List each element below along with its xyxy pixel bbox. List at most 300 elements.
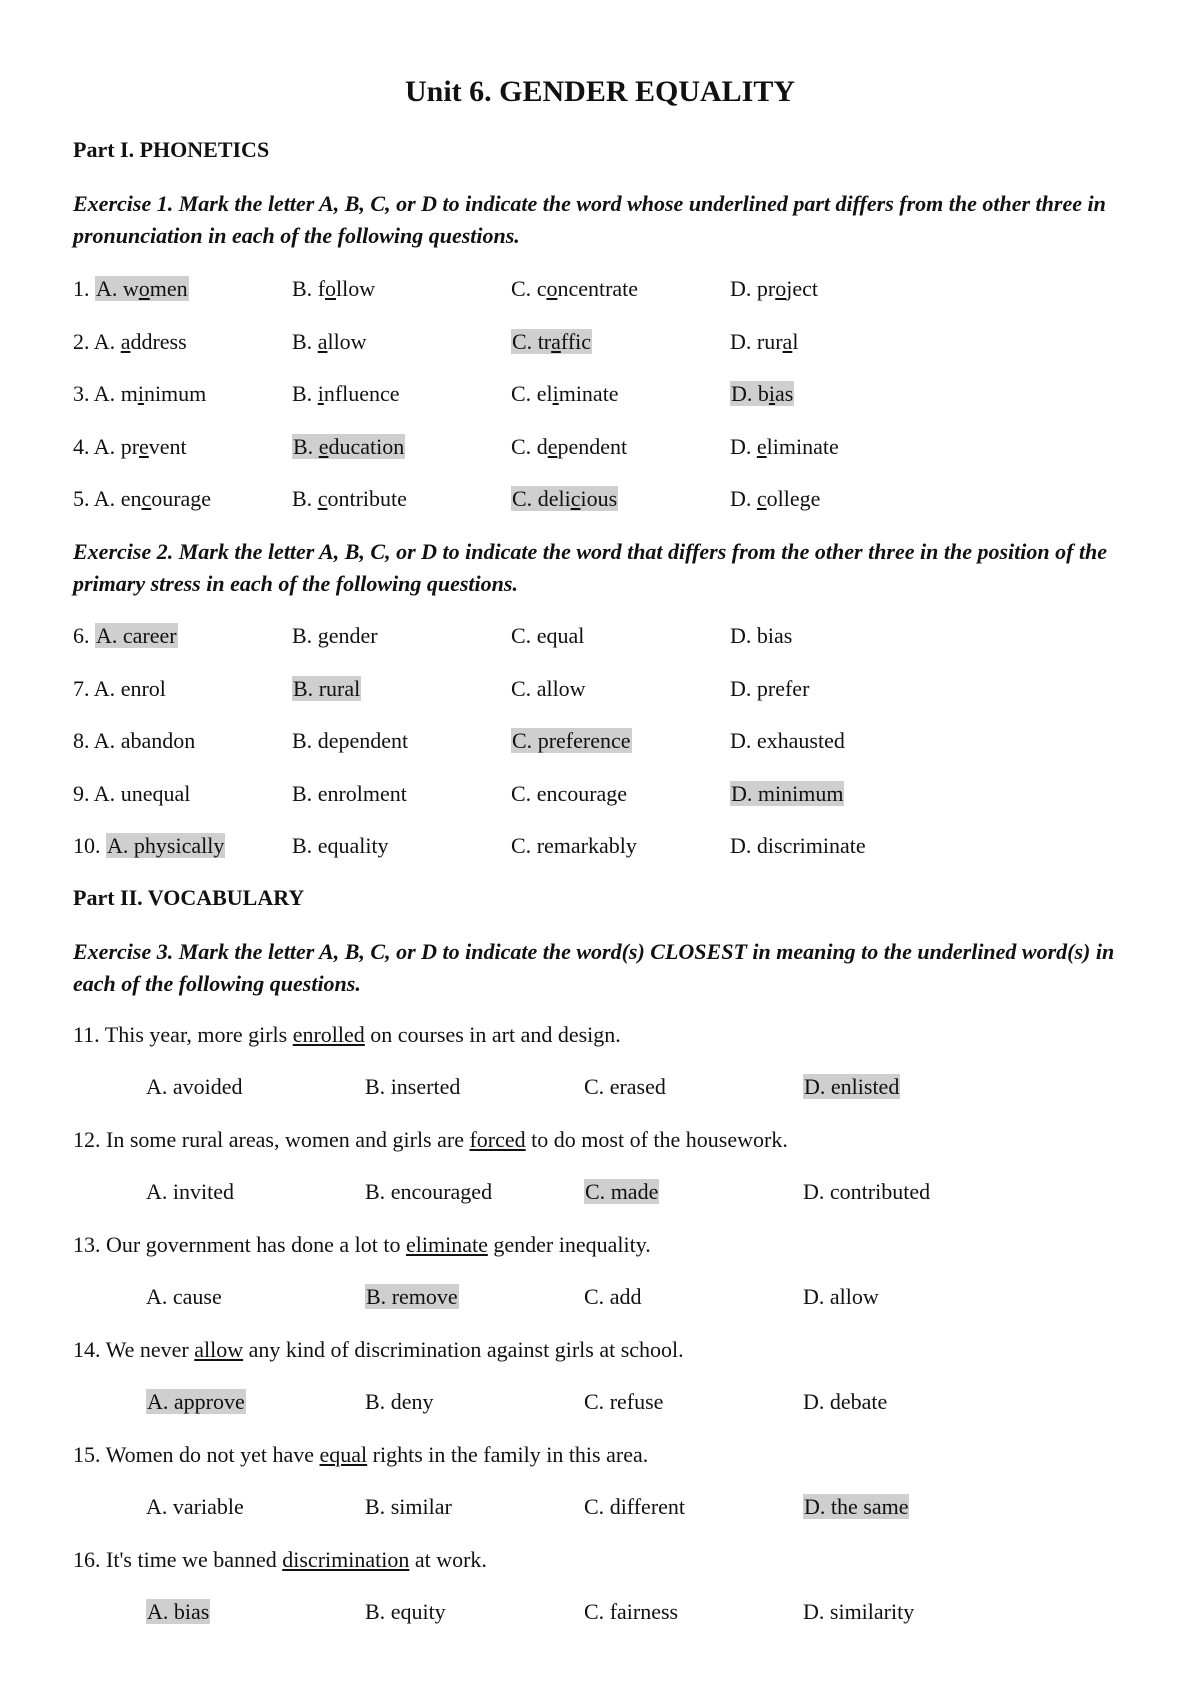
question-cell (584, 1178, 659, 1206)
option-text: similar (390, 1494, 452, 1519)
question-cell (292, 485, 407, 513)
question-cell (730, 328, 798, 356)
answer-option[interactable] (365, 1074, 460, 1099)
option-letter: C. (584, 1599, 610, 1624)
underlined-part: i (552, 381, 559, 406)
answer-option[interactable] (94, 381, 206, 406)
answer-option[interactable] (584, 1074, 666, 1099)
option-text: ious (580, 486, 618, 511)
answer-option[interactable] (730, 728, 845, 753)
part1-heading: Part I. PHONETICS (73, 137, 270, 162)
option-letter: D. (730, 728, 757, 753)
option-letter: C. (585, 1179, 611, 1204)
option-letter: A. (93, 381, 121, 406)
answer-option[interactable] (511, 381, 619, 406)
underlined-part: o (325, 276, 337, 301)
option-text: ncentrate (557, 276, 639, 301)
question-stem (73, 1126, 788, 1154)
question-cell (292, 780, 407, 808)
answer-option[interactable] (584, 1494, 685, 1519)
option-letter: D. (730, 623, 757, 648)
option-text: fairness (609, 1599, 679, 1624)
option-text: minimum (757, 780, 844, 806)
question-stem (73, 1021, 621, 1049)
answer-option[interactable] (146, 1599, 210, 1624)
exercise3-instruction: Exercise 3. Mark the letter A, B, C, or D to indicate the word(s) CLOSEST in meaning to the underlined word(s) in each of the following questions. (73, 939, 1115, 996)
answer-option[interactable] (730, 434, 839, 459)
option-text: ducation (328, 433, 405, 459)
underlined-part: a (317, 328, 328, 354)
option-text: d (536, 433, 548, 459)
option-text: add (609, 1284, 642, 1309)
question-number: 16. (73, 1547, 106, 1572)
option-letter: A. (96, 276, 123, 301)
option-text: tr (537, 328, 552, 354)
exercise2-instruction: Exercise 2. Mark the letter A, B, C, or D to indicate the word that differs from the other three in the position of the primary stress in each of the following questions. (73, 539, 1108, 596)
answer-option[interactable] (146, 1494, 244, 1519)
option-text: approve (173, 1389, 245, 1414)
question-cell (365, 1388, 433, 1416)
answer-option[interactable] (584, 1599, 678, 1624)
answer-option[interactable] (511, 781, 627, 806)
answer-option[interactable] (292, 329, 367, 354)
option-text: ffic (560, 328, 592, 354)
question-number: 6. (73, 623, 95, 648)
option-letter: C. (511, 623, 537, 648)
option-text: el (536, 381, 553, 406)
question-cell (803, 1598, 914, 1626)
question-cell (803, 1283, 879, 1311)
underlined-word: discrimination (282, 1547, 410, 1572)
option-letter: A. (93, 675, 121, 701)
underlined-part: c (141, 486, 152, 511)
underlined-part: i (137, 381, 144, 406)
question-number: 4. (73, 433, 94, 459)
answer-option[interactable] (146, 1389, 246, 1414)
question-cell (365, 1178, 492, 1206)
option-text: cause (172, 1284, 222, 1309)
question-cell (365, 1493, 452, 1521)
exercise1-instruction: Exercise 1. Mark the letter A, B, C, or D to indicate the word whose underlined part differs from the other three in pronunciation in each of the following questions. (73, 191, 1106, 248)
option-letter: C. (512, 328, 538, 354)
question-cell (292, 832, 389, 860)
question-number: 7. (73, 675, 94, 701)
question-cell (73, 328, 187, 356)
option-text: men (149, 276, 188, 301)
answer-option[interactable] (511, 434, 627, 459)
option-letter: B. (365, 1494, 391, 1519)
answer-option[interactable] (511, 833, 637, 858)
question-cell (730, 727, 845, 755)
option-letter: A. (147, 1389, 174, 1414)
option-text: minate (558, 381, 619, 406)
option-text: erased (609, 1074, 666, 1099)
answer-option[interactable] (584, 1389, 663, 1414)
question-text: on courses in art and design. (364, 1022, 621, 1047)
option-letter: D. (731, 381, 758, 406)
question-cell (730, 380, 794, 408)
question-cell (511, 622, 584, 650)
question-cell (730, 485, 820, 513)
option-text: vent (148, 433, 187, 459)
answer-option[interactable] (730, 781, 844, 806)
option-text: preference (537, 728, 631, 753)
option-letter: D. (803, 1599, 830, 1624)
option-letter: C. (584, 1074, 610, 1099)
option-text: contributed (829, 1179, 931, 1204)
question-cell (511, 832, 637, 860)
option-letter: A. (147, 1599, 174, 1624)
underlined-part: a (782, 328, 793, 354)
answer-option[interactable] (584, 1179, 659, 1204)
option-text: ddress (130, 328, 187, 354)
option-letter: B. (366, 1284, 392, 1309)
option-text: different (609, 1494, 686, 1519)
option-letter: C. (512, 728, 538, 753)
answer-option[interactable] (292, 434, 405, 459)
option-letter: C. (512, 486, 538, 511)
answer-option[interactable] (94, 434, 187, 459)
option-letter: C. (511, 276, 537, 301)
option-letter: A. (96, 623, 123, 648)
option-text: enrol (120, 675, 166, 701)
answer-option[interactable] (730, 276, 818, 301)
option-text: refuse (609, 1389, 664, 1414)
answer-option[interactable] (292, 728, 408, 753)
answer-option[interactable] (730, 676, 809, 701)
answer-option[interactable] (94, 329, 187, 354)
question-cell (803, 1493, 909, 1521)
option-letter: D. (730, 276, 757, 301)
option-text: m (120, 381, 138, 406)
option-letter: C. (584, 1284, 610, 1309)
option-text: inserted (390, 1074, 461, 1099)
option-letter: C. (511, 433, 537, 459)
question-cell (73, 780, 190, 808)
question-cell (292, 727, 408, 755)
option-text: avoided (172, 1074, 243, 1099)
option-letter: A. (146, 1494, 173, 1519)
option-text: career (122, 623, 177, 648)
question-cell (511, 275, 638, 303)
answer-option[interactable] (94, 781, 191, 806)
option-text: enrolment (317, 780, 407, 806)
question-cell (584, 1493, 685, 1521)
question-cell (730, 433, 839, 461)
question-cell (292, 675, 361, 703)
answer-option[interactable] (511, 486, 618, 511)
question-number: 9. (73, 780, 94, 806)
question-text: Women do not yet have (105, 1442, 320, 1467)
question-number: 2. (73, 328, 94, 354)
question-cell (73, 727, 195, 755)
question-cell (803, 1178, 930, 1206)
option-letter: D. (730, 833, 757, 858)
option-text: allow (829, 1284, 879, 1309)
answer-option[interactable] (365, 1179, 492, 1204)
answer-option[interactable] (292, 276, 375, 301)
option-text: f (317, 276, 326, 301)
option-text: equity (390, 1599, 446, 1624)
answer-option[interactable] (730, 381, 794, 406)
underlined-word: eliminate (406, 1232, 488, 1257)
underlined-word: enrolled (292, 1022, 365, 1047)
part2-heading: Part II. VOCABULARY (73, 885, 305, 910)
question-text: This year, more girls (104, 1022, 293, 1047)
option-text: rur (756, 328, 783, 354)
option-letter: B. (292, 381, 318, 406)
answer-option[interactable] (803, 1074, 900, 1099)
option-letter: B. (292, 728, 318, 753)
option-text: rural (318, 675, 361, 701)
option-text: dependent (317, 728, 409, 753)
question-cell (292, 328, 367, 356)
option-text: allow (536, 675, 586, 701)
underlined-part: c (317, 486, 328, 511)
option-letter: A. (107, 833, 134, 858)
question-cell (511, 328, 592, 356)
option-letter: B. (365, 1074, 391, 1099)
option-letter: B. (292, 328, 318, 354)
underlined-part: e (139, 433, 149, 459)
answer-option[interactable] (803, 1284, 879, 1309)
answer-option[interactable] (292, 381, 400, 406)
underlined-part: a (551, 328, 561, 354)
answer-option[interactable] (365, 1494, 452, 1519)
option-letter: D. (804, 1494, 831, 1519)
underlined-part: e (547, 433, 558, 459)
question-cell (511, 380, 619, 408)
answer-option[interactable] (94, 486, 211, 511)
option-text: physically (133, 833, 225, 858)
question-cell (803, 1073, 900, 1101)
question-cell (73, 675, 166, 703)
option-letter: A. (93, 780, 121, 806)
answer-option[interactable] (730, 833, 866, 858)
answer-option[interactable] (365, 1284, 459, 1309)
option-text: exhausted (756, 728, 845, 753)
option-text: as (775, 381, 794, 406)
page-title: Unit 6. GENDER EQUALITY (404, 75, 796, 108)
answer-option[interactable] (511, 676, 586, 701)
answer-option[interactable] (95, 276, 189, 301)
option-text: encourage (536, 780, 628, 806)
question-cell (146, 1073, 243, 1101)
underlined-word: allow (194, 1337, 244, 1362)
question-cell (292, 380, 400, 408)
question-text: rights in the family in this area. (367, 1442, 649, 1467)
answer-option[interactable] (803, 1599, 914, 1624)
option-letter: B. (292, 486, 318, 511)
question-cell (584, 1283, 641, 1311)
answer-option[interactable] (803, 1389, 887, 1414)
option-letter: D. (803, 1389, 830, 1414)
question-number: 5. (73, 486, 94, 511)
option-text: enlisted (830, 1074, 900, 1099)
answer-option[interactable] (292, 623, 378, 648)
option-letter: B. (292, 833, 318, 858)
underlined-part: i (317, 381, 324, 406)
option-text: ollege (766, 486, 821, 511)
question-number: 13. (73, 1232, 106, 1257)
answer-option[interactable] (803, 1494, 909, 1519)
option-text: similarity (829, 1599, 915, 1624)
question-cell (365, 1598, 446, 1626)
question-number: 11. (73, 1022, 105, 1047)
question-number: 12. (73, 1127, 106, 1152)
option-letter: D. (730, 486, 757, 511)
answer-option[interactable] (730, 623, 792, 648)
question-cell (73, 275, 189, 303)
option-text: unequal (120, 780, 191, 806)
option-letter: C. (584, 1389, 610, 1414)
option-text: llow (336, 276, 376, 301)
option-letter: A. (93, 328, 121, 354)
answer-option[interactable] (511, 728, 632, 753)
question-cell (73, 380, 206, 408)
question-number: 14. (73, 1337, 106, 1362)
answer-option[interactable] (511, 623, 584, 648)
question-number: 3. (73, 381, 94, 406)
question-cell (73, 433, 187, 461)
option-letter: B. (292, 276, 318, 301)
answer-option[interactable] (292, 676, 361, 701)
answer-option[interactable] (146, 1179, 234, 1204)
answer-option[interactable] (146, 1074, 243, 1099)
question-cell (73, 622, 178, 650)
answer-option[interactable] (584, 1284, 641, 1309)
option-text: ourage (151, 486, 212, 511)
question-cell (803, 1388, 887, 1416)
answer-option[interactable] (511, 276, 638, 301)
question-cell (511, 727, 632, 755)
underlined-part: o (546, 276, 558, 301)
option-text: bias (173, 1599, 210, 1624)
option-text: equality (317, 833, 389, 858)
question-stem (73, 1336, 684, 1364)
question-text: any kind of discrimination against girls at school. (243, 1337, 684, 1362)
question-text: to do most of the housework. (525, 1127, 788, 1152)
option-text: b (757, 381, 769, 406)
option-letter: D. (731, 780, 758, 806)
answer-option[interactable] (292, 781, 407, 806)
option-letter: C. (511, 833, 537, 858)
option-text: pr (120, 433, 140, 459)
question-cell (146, 1283, 222, 1311)
answer-option[interactable] (106, 833, 225, 858)
question-cell (730, 832, 866, 860)
question-stem (73, 1546, 487, 1574)
option-text: made (610, 1179, 659, 1204)
answer-option[interactable] (146, 1284, 222, 1309)
question-cell (292, 622, 378, 650)
underlined-part: o (775, 276, 787, 301)
option-text: encouraged (390, 1179, 493, 1204)
option-text: invited (172, 1179, 234, 1204)
question-cell (73, 485, 211, 513)
option-text: ontribute (327, 486, 407, 511)
option-letter: C. (511, 381, 537, 406)
question-text: at work. (409, 1547, 487, 1572)
option-text: nimum (143, 381, 207, 406)
question-cell (146, 1598, 210, 1626)
question-text: gender inequality. (487, 1232, 651, 1257)
option-text: c (536, 276, 547, 301)
option-letter: A. (146, 1074, 173, 1099)
answer-option[interactable] (292, 833, 389, 858)
question-cell (292, 275, 375, 303)
question-cell (730, 275, 818, 303)
question-number: 8. (73, 728, 94, 753)
option-letter: B. (365, 1599, 391, 1624)
option-text: abandon (120, 728, 196, 753)
option-letter: A. (93, 486, 121, 511)
question-cell (511, 675, 586, 703)
option-text: ject (786, 276, 818, 301)
answer-option[interactable] (511, 329, 592, 354)
answer-option[interactable] (365, 1389, 433, 1414)
answer-option[interactable] (730, 486, 820, 511)
answer-option[interactable] (94, 676, 166, 701)
underlined-word: equal (319, 1442, 368, 1467)
option-text: discriminate (756, 833, 866, 858)
question-cell (730, 780, 844, 808)
answer-option[interactable] (803, 1179, 930, 1204)
option-text: gender (317, 623, 378, 648)
question-cell (584, 1073, 666, 1101)
option-text: deli (537, 486, 571, 511)
question-cell (584, 1598, 678, 1626)
option-text: en (120, 486, 142, 511)
option-text: prefer (756, 675, 810, 701)
answer-option[interactable] (94, 728, 195, 753)
option-letter: D. (730, 675, 757, 701)
option-letter: B. (292, 780, 318, 806)
underlined-part: c (570, 486, 581, 511)
underlined-part: e (318, 433, 329, 459)
option-letter: C. (584, 1494, 610, 1519)
option-letter: A. (146, 1284, 173, 1309)
option-letter: D. (730, 433, 757, 459)
option-letter: B. (365, 1179, 391, 1204)
question-number: 15. (73, 1442, 106, 1467)
option-text: deny (390, 1389, 434, 1414)
underlined-part: e (756, 433, 767, 459)
question-cell (511, 433, 627, 461)
question-cell (511, 485, 618, 513)
option-letter: D. (730, 328, 757, 354)
question-stem (73, 1231, 651, 1259)
answer-option[interactable] (730, 329, 798, 354)
option-text: llow (327, 328, 367, 354)
option-letter: D. (803, 1284, 830, 1309)
question-cell (146, 1493, 244, 1521)
answer-option[interactable] (292, 486, 407, 511)
question-stem (73, 1441, 648, 1469)
option-letter: B. (293, 433, 319, 459)
option-text: bias (756, 623, 793, 648)
question-cell (511, 780, 627, 808)
answer-option[interactable] (365, 1599, 446, 1624)
question-cell (584, 1388, 663, 1416)
underlined-word: forced (469, 1127, 526, 1152)
question-cell (365, 1073, 460, 1101)
answer-option[interactable] (95, 623, 178, 648)
option-letter: C. (511, 675, 537, 701)
question-text: We never (105, 1337, 195, 1362)
question-number: 10. (73, 833, 106, 858)
underlined-part: a (120, 328, 131, 354)
